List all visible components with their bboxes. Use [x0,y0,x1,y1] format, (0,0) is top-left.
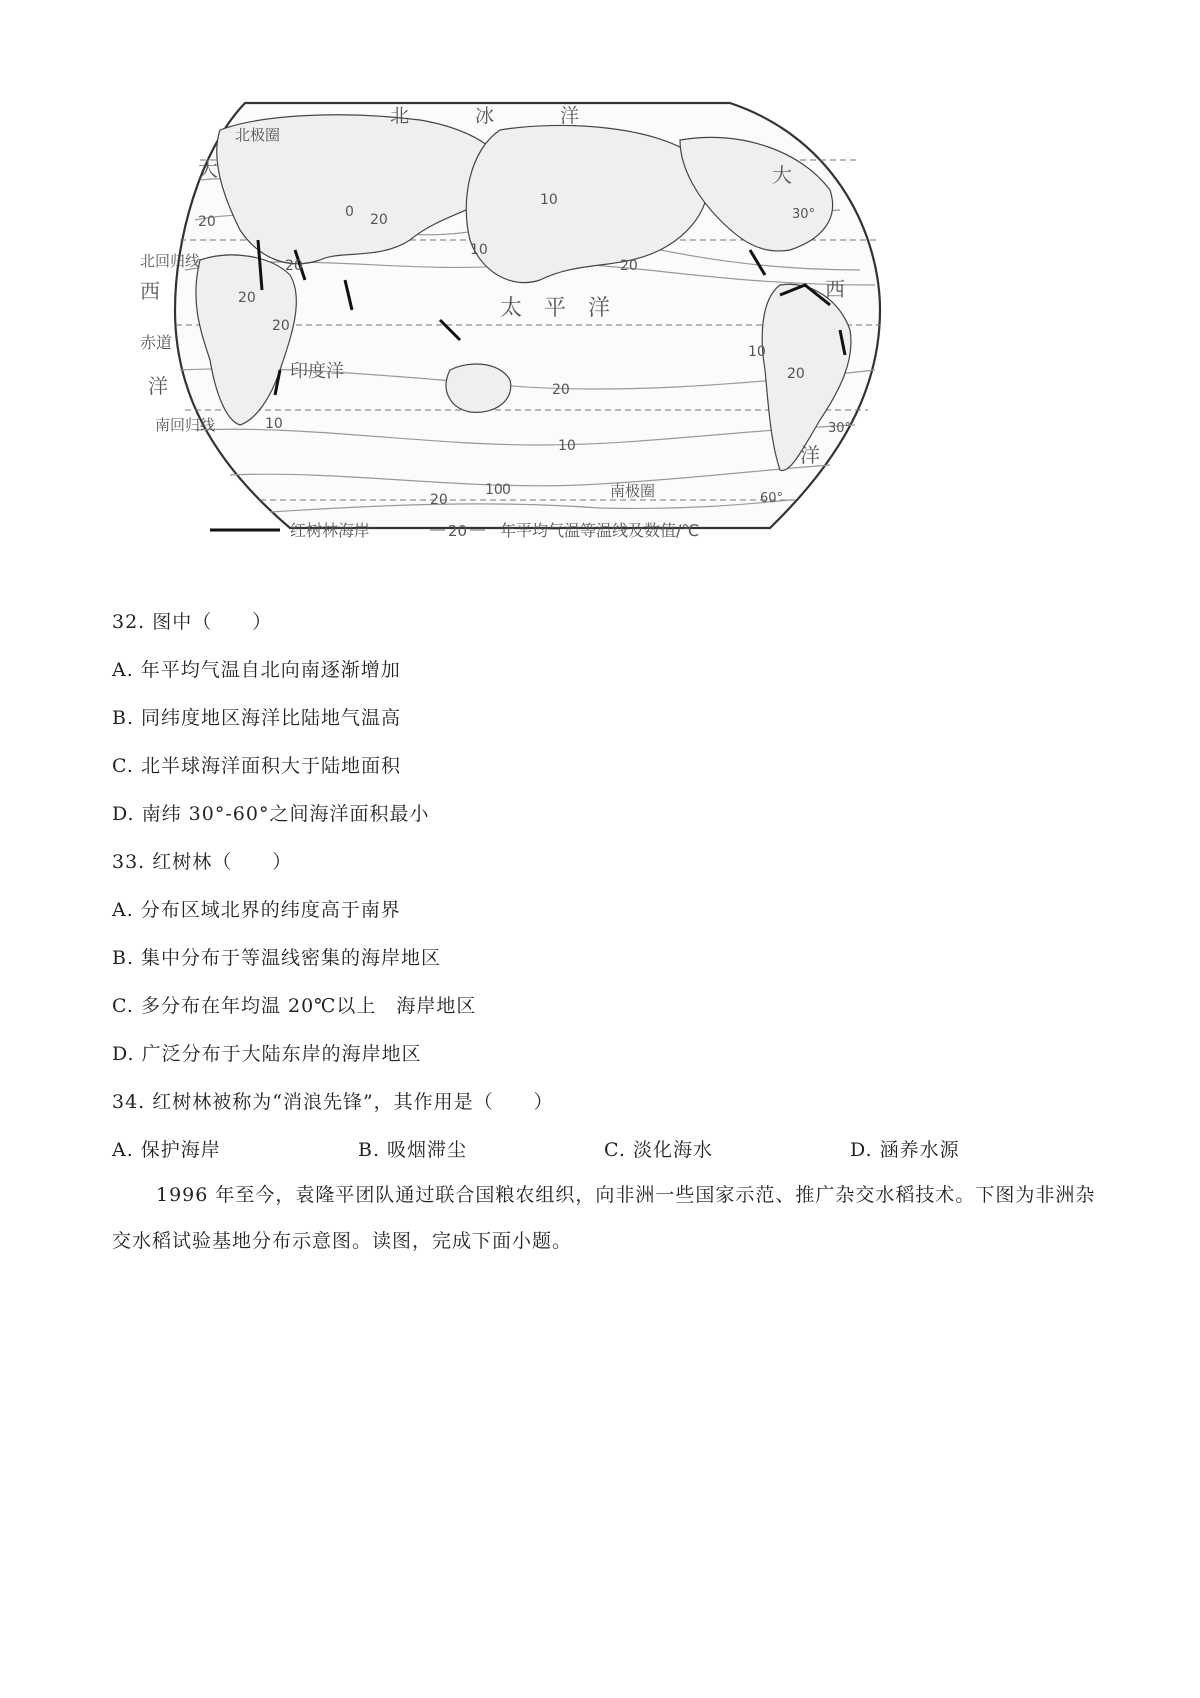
equator-label: 赤道 [140,333,173,352]
question-32-option-a: A. 年平均气温自北向南逐渐增加 [112,659,401,681]
question-32-option-d: D. 南纬 30°-60°之间海洋面积最小 [112,803,430,825]
antarctic-circle-label: 南极圈 [610,482,656,500]
arctic-circle-label: 北极圈 [235,126,281,144]
map-legend [210,521,699,540]
intro-paragraph: 1996 年至今，袁隆平团队通过联合国粮农组织，向非洲一些国家示范、推广杂交水稻技术。下图为非洲杂交水稻试验基地分布示意图。读图，完成下面小题。 [112,1184,1096,1252]
question-34-options [112,1136,1092,1164]
iso-value: 20 [198,214,216,230]
question-32-stem: 32. 图中（ ） [112,611,273,633]
question-33-option-a: A. 分布区域北界的纬度高于南界 [112,899,401,921]
world-map [140,100,930,590]
arctic-ocean-char-3: 洋 [560,105,580,127]
iso-value: 0 [345,204,354,220]
iso-value: 10 [485,482,503,498]
question-32-option-c: C. 北半球海洋面积大于陆地面积 [112,755,401,777]
atlantic-right-top: 大 [772,163,792,187]
atlantic-west-left: 西 [140,279,160,303]
iso-value: 10 [470,242,488,258]
indian-ocean-label: 印度洋 [290,361,344,382]
tropic-cancer-label: 北回归线 [140,252,201,270]
tropic-capricorn-label: 南回归线 [155,416,216,434]
iso-value: 20 [620,258,638,274]
iso-value: 10 [558,438,576,454]
iso-value: 20 [430,492,448,508]
question-33-option-c: C. 多分布在年均温 20℃以上 海岸地区 [112,995,477,1017]
question-33-stem: 33. 红树林（ ） [112,851,293,873]
pacific-label: 太 平 洋 [500,296,611,321]
iso-value: 20 [238,290,256,306]
question-34-option-b: B. 吸烟滞尘 [358,1139,468,1161]
arctic-ocean-char-2: 冰 [475,105,495,127]
world-map-figure [140,100,930,590]
mangrove-legend-text: 红树林海岸 [290,521,371,540]
lat-30n-label: 30° [792,207,816,222]
lat-60s-label: 60° [760,491,784,506]
iso-value: 20 [285,258,303,274]
iso-value: 10 [540,192,558,208]
ocean-right: 洋 [800,443,820,467]
iso-value: 0 [502,482,511,498]
question-34-stem: 34. 红树林被称为“消浪先锋”，其作用是（ ） [112,1091,554,1113]
iso-value: 20 [370,212,388,228]
question-34-option-c: C. 淡化海水 [604,1139,713,1161]
iso-value: 20 [787,366,805,382]
arctic-ocean-char-1: 北 [390,105,410,127]
lat-30s-label: 30° [828,421,852,436]
iso-value: 20 [272,318,290,334]
question-33-option-d: D. 广泛分布于大陆东岸的海岸地区 [112,1043,422,1065]
question-34-option-d: D. 涵养水源 [850,1139,960,1161]
atlantic-west-right: 西 [825,277,845,301]
isotherm-legend-text: 年平均气温等温线及数值/℃ [500,521,700,540]
question-34-option-a: A. 保护海岸 [112,1139,221,1161]
question-32-option-b: B. 同纬度地区海洋比陆地气温高 [112,707,402,729]
iso-value: 10 [265,416,283,432]
isotherm-legend-sample: 20 [448,522,468,540]
iso-value: 20 [552,382,570,398]
question-33-option-b: B. 集中分布于等温线密集的海岸地区 [112,947,442,969]
ocean-left: 洋 [148,374,168,398]
iso-value: 10 [748,344,766,360]
atlantic-left-top: 大 [198,157,218,181]
